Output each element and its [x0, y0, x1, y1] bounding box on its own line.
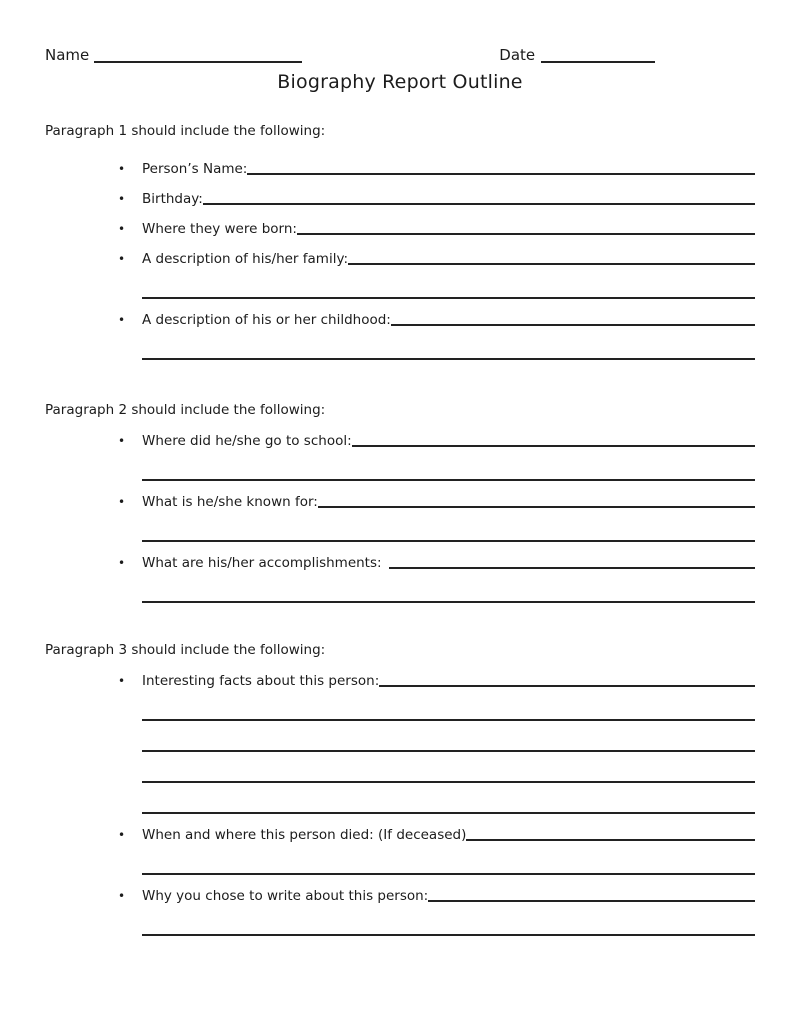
item-label: A description of his/her family: — [142, 251, 349, 267]
paragraph-1-items — [45, 148, 755, 360]
answer-line-continuation — [142, 450, 755, 481]
answer-line — [203, 203, 755, 205]
item-label: A description of his or her childhood: — [142, 312, 391, 328]
bullet-icon: • — [118, 162, 126, 176]
name-label: Name — [45, 46, 90, 64]
answer-line — [389, 567, 755, 569]
date-blank-line — [541, 61, 655, 63]
answer-line — [348, 263, 755, 265]
answer-line-continuation — [142, 844, 755, 875]
answer-line-continuation — [142, 572, 755, 603]
answer-line — [297, 233, 755, 235]
item-label: What are his/her accomplishments: — [142, 555, 382, 571]
item-label: What is he/she known for: — [142, 494, 318, 510]
item-label: Why you chose to write about this person: — [142, 888, 429, 904]
date-label: Date — [499, 46, 536, 64]
bullet-icon: • — [118, 828, 126, 842]
paragraph-2-section — [45, 400, 755, 603]
bullet-icon: • — [118, 889, 126, 903]
answer-line-continuation — [142, 783, 755, 814]
list-item — [45, 875, 755, 905]
list-item — [45, 660, 755, 690]
answer-line — [391, 324, 755, 326]
answer-line-continuation — [142, 268, 755, 299]
item-label: Birthday: — [142, 191, 203, 207]
bullet-icon: • — [118, 222, 126, 236]
paragraph-3-items — [45, 660, 755, 936]
answer-line — [247, 173, 755, 175]
list-item — [45, 178, 755, 208]
paragraph-2-items — [45, 420, 755, 603]
answer-line — [352, 445, 755, 447]
answer-line-continuation — [142, 905, 755, 936]
bullet-icon: • — [118, 434, 126, 448]
answer-line — [318, 506, 755, 508]
answer-line — [466, 839, 755, 841]
paragraph-3-section — [45, 640, 755, 936]
answer-line-continuation — [142, 511, 755, 542]
bullet-icon: • — [118, 495, 126, 509]
list-item — [45, 238, 755, 268]
header-row — [45, 46, 755, 65]
list-item — [45, 481, 755, 511]
answer-line-continuation — [142, 329, 755, 360]
answer-line-continuation — [142, 690, 755, 721]
paragraph-3-heading: Paragraph 3 should include the following: — [45, 642, 326, 658]
list-item — [45, 299, 755, 329]
list-item — [45, 420, 755, 450]
paragraph-1-section — [45, 121, 755, 360]
item-label: Person’s Name: — [142, 161, 248, 177]
answer-line-continuation — [142, 721, 755, 752]
page-title: Biography Report Outline — [277, 71, 523, 93]
list-item — [45, 208, 755, 238]
list-item — [45, 148, 755, 178]
answer-line — [379, 685, 755, 687]
list-item — [45, 542, 755, 572]
bullet-icon: • — [118, 674, 126, 688]
item-label: When and where this person died: (If deceased) — [142, 827, 467, 843]
list-item — [45, 814, 755, 844]
answer-line-continuation — [142, 752, 755, 783]
name-blank-line — [94, 61, 302, 63]
item-label: Interesting facts about this person: — [142, 673, 380, 689]
bullet-icon: • — [118, 313, 126, 327]
answer-line — [428, 900, 755, 902]
bullet-icon: • — [118, 556, 126, 570]
paragraph-1-heading: Paragraph 1 should include the following: — [45, 123, 326, 139]
bullet-icon: • — [118, 252, 126, 266]
item-label: Where did he/she go to school: — [142, 433, 352, 449]
bullet-icon: • — [118, 192, 126, 206]
paragraph-2-heading: Paragraph 2 should include the following: — [45, 402, 326, 418]
item-label: Where they were born: — [142, 221, 297, 237]
